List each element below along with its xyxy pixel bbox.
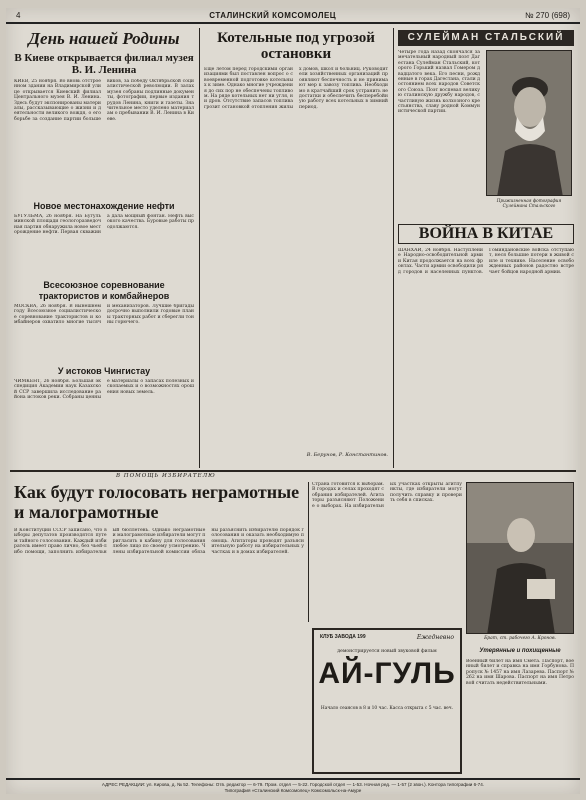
column-rule xyxy=(199,28,200,468)
subhead-war-in-china: ВОЙНА В КИТАЕ xyxy=(398,224,574,244)
article-boilers-signature: В. Берунов, Р. Константинов. xyxy=(306,452,388,458)
page-number: 4 xyxy=(16,10,21,20)
ad-presents: демонстрируется новый звуковой фильм xyxy=(337,649,437,654)
ad-session-times: Начало сеансов в 8 и 10 час. Касса открыта с 5 час. веч. xyxy=(320,706,454,711)
portrait-caption: Прижизненная фотография Сулеймана Стальского xyxy=(496,198,562,208)
article-boilers: Еще летом перед городскими организациями был поставлен вопрос о своевременной подготовке котельных к зиме. Однако многие учреждения до сих пор не обеспечены топливом. На ряде котельных нет ни угля, ни дров. Отсутствие запасов топлива грозит остановкой отопления жилых домов, школ и больниц. Руководители хозяйственных организаций проявляют беспечность и не принимают мер к завозу топлива. Необходимо в кратчайший срок устранить недостатки и обеспечить бесперебойную работу всех котельных в зимний период. xyxy=(204,67,388,110)
ad-film-title: АЙ-ГУЛЬ xyxy=(318,657,456,690)
headline-boilers: Котельные под угрозой остановки xyxy=(217,30,375,62)
article-war-in-china: ШАНХАЙ, 24 ноября. Наступление Народно-освободительной армии Китая продолжается на всех фронтах. Части армии освободили ряд городов и населенных пунктов. Гоминдановские войска отступают, неся большие потери в живой силе и технике. Население освобожденных районов радостно встречает бойцов народной армии. xyxy=(398,248,574,275)
cinema-advertisement xyxy=(312,628,462,774)
masthead xyxy=(6,8,580,24)
ad-club-name: КЛУБ ЗАВОДА 199 xyxy=(320,634,366,640)
footer-printer: Типография «Сталинский Комсомолец» Комсомольск-на-Амуре xyxy=(224,787,362,793)
section-label-voter: В ПОМОЩЬ ИЗБИРАТЕЛЮ xyxy=(116,473,216,479)
column-election xyxy=(312,482,462,624)
article-lost: Военный билет на имя Смета. Паспорт, военный билет и справка на имя Горбунова. Пропуск № 1457 на имя Лазарева. Паспорт № 262 на имя Шарова. Паспорт на имя Петровой считать недействительными. xyxy=(466,659,574,686)
column-boilers xyxy=(204,30,388,466)
portrait-image xyxy=(487,51,572,196)
ad-daily: Ежедневно xyxy=(416,634,454,641)
page-footer xyxy=(6,778,580,794)
headline-day-of-homeland: День нашей Родины xyxy=(28,30,180,48)
heading-lost: Утерянные и похищенные xyxy=(479,648,561,654)
column-voting xyxy=(14,482,304,776)
column-rule xyxy=(393,28,394,468)
column-stalsky xyxy=(398,30,574,466)
photo-worker-caption: Брат, ст. рабочего А. Кронов. xyxy=(484,636,556,641)
article-stalsky: Четыре года назад скончался замечательный народный поэт Дагестана Сулейман Стальский, которого Горький назвал Гомером двадцатого века. Его песни, рожденные в горах Дагестана, стали достоянием всех народов Советского Союза. Поэт воспевал великую сталинскую дружбу народов, счастливую жизнь колхозного крестьянства, славу родной Коммунистической партии. xyxy=(398,50,480,115)
banner-suleiman-stalsky: СУЛЕЙМАН СТАЛЬСКИЙ xyxy=(398,30,574,46)
subhead-competition: Всесоюзное соревнование трактористов и комбайнеров xyxy=(38,280,170,301)
paper-name: СТАЛИНСКИЙ КОМСОМОЛЕЦ xyxy=(209,10,337,20)
worker-photo-image xyxy=(467,483,574,634)
issue-number: № 270 (698) xyxy=(524,10,570,20)
footer-address: АДРЕС РЕДАКЦИИ: ул. Кирова, д. № 52. Телефоны: Отв. редактор — 6-79. Пром. отдел — 5-22. Городской отдел — 1-53. Ночная ред. — 1-57 (2 звон.). Контора типографии 6-74. xyxy=(101,782,485,787)
photo-worker xyxy=(466,482,574,634)
article-competition: МОСКВА, 26 ноября. В нынешнем году Всесоюзное социалистическое соревнование трактористов и комбайнеров охватило многие тысячи механизаторов. Лучшие бригады досрочно выполнили годовые планы тракторных работ и сберегли тонны горючего. xyxy=(14,304,194,326)
column-day-of-homeland xyxy=(14,30,194,466)
newspaper-page xyxy=(6,8,580,794)
subhead-lenin-museum: В Киеве открывается филиал музея В. И. Ленина xyxy=(14,52,194,76)
article-chingistau: ЧИМКЕНТ, 26 ноября. Большая экспедиция Академии наук Казахской ССР завершила исследование района истоков реки. Собраны ценные материалы о запасах полезных ископаемых и о возможностях орошения новых земель. xyxy=(14,379,194,401)
column-rule xyxy=(308,482,309,622)
article-lenin-museum: КИЕВ, 25 ноября. Во вновь отстроенном здании на Владимирской улице открывается Киевский филиал Центрального музея В. И. Ленина. Здесь будут экспонированы материалы, рассказывающие о жизни и деятельности великого вождя, о его борьбе за создание партии большевиков, за победу Октябрьской социалистической революции. В залах музея собраны подлинные документы, фотографии, первые издания трудов Ленина, книги и газеты. Значительное место уделено материалам о пребывании В. И. Ленина в Киеве. xyxy=(14,79,194,122)
stalsky-portrait-photo xyxy=(486,50,572,196)
column-lost-documents xyxy=(466,646,574,774)
article-voting: В Конституции СССР записано, что выборы депутатов производятся путем тайного голосования. Каждый избиратель имеет право лично, без чьей-либо помощи, заполнить избирательный бюллетень. Однако неграмотные и малограмотные избиратели могут пригласить в кабину для голосования любое лицо по своему усмотрению. Члены избирательной комиссии обязаны разъяснить избирателю порядок голосования и оказать необходимую помощь. Агитаторы проводят разъяснительную работу на избирательных участках и в домах избирателей. xyxy=(14,528,304,555)
article-oil: БУГУЛЬМА, 26 ноября. На Бугульминской площади геологоразведочная партия обнаружила новое месторождение нефти. Первая скважина дала мощный фонтан. Нефть высокого качества. Буровые работы продолжаются. xyxy=(14,214,194,236)
article-election: Страна готовится к выборам. В городах и селах проходят собрания избирателей. Агитаторы разъясняют Положение о выборах. На избирательных участках открыты агитпункты, где избиратели могут получить справку и проверить себя в списках. xyxy=(312,482,462,509)
section-rule xyxy=(10,470,576,472)
headline-voting: Как будут голосовать неграмотные и малограмотные xyxy=(14,482,300,522)
subhead-chingistau: У истоков Чингистау xyxy=(57,366,151,376)
subhead-oil: Новое местонахождение нефти xyxy=(33,201,175,211)
